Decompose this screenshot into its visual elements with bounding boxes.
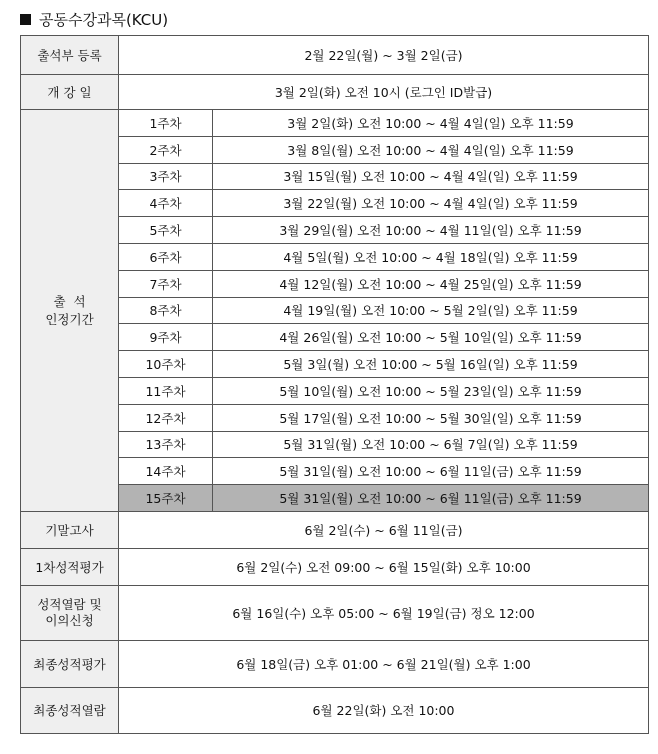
week-number: 11주차 <box>119 377 213 404</box>
opening-value: 3월 2일(화) 오전 10시 (로그인 ID발급) <box>119 75 649 110</box>
week-period: 4월 12일(월) 오전 10:00 ~ 4월 25일(일) 오후 11:59 <box>213 270 649 297</box>
week-period: 5월 3일(월) 오전 10:00 ~ 5월 16일(일) 오후 11:59 <box>213 351 649 378</box>
week-period: 5월 31일(월) 오전 10:00 ~ 6월 7일(일) 오후 11:59 <box>213 431 649 458</box>
week-period: 5월 31일(월) 오전 10:00 ~ 6월 11일(금) 오후 11:59 <box>213 458 649 485</box>
grade-view-objection-value: 6월 16일(수) 오후 05:00 ~ 6월 19일(금) 정오 12:00 <box>119 585 649 640</box>
week-number: 6주차 <box>119 243 213 270</box>
week-period: 4월 19일(월) 오전 10:00 ~ 5월 2일(일) 오후 11:59 <box>213 297 649 324</box>
row-opening <box>21 75 649 110</box>
row-grade-view-objection <box>21 585 649 640</box>
week-period: 5월 17일(월) 오전 10:00 ~ 5월 30일(일) 오후 11:59 <box>213 404 649 431</box>
grade-eval-1-value: 6월 2일(수) 오전 09:00 ~ 6월 15일(화) 오후 10:00 <box>119 548 649 585</box>
week-number: 14주차 <box>119 458 213 485</box>
week-number: 2주차 <box>119 136 213 163</box>
enrollment-label: 출석부 등록 <box>21 36 119 75</box>
week-number: 8주차 <box>119 297 213 324</box>
week-period: 4월 26일(월) 오전 10:00 ~ 5월 10일(일) 오후 11:59 <box>213 324 649 351</box>
week-period: 5월 31일(월) 오전 10:00 ~ 6월 11일(금) 오후 11:59 <box>213 485 649 512</box>
grade-eval-1-label: 1차성적평가 <box>21 548 119 585</box>
row-grade-view-final <box>21 687 649 733</box>
week-number: 15주차 <box>119 485 213 512</box>
week-number: 10주차 <box>119 351 213 378</box>
week-period: 5월 10일(월) 오전 10:00 ~ 5월 23일(일) 오후 11:59 <box>213 377 649 404</box>
grade-view-objection-label <box>21 585 119 640</box>
attendance-period-label <box>21 110 119 512</box>
grade-view-final-label: 최종성적열람 <box>21 687 119 733</box>
week-number: 7주차 <box>119 270 213 297</box>
week-number: 1주차 <box>119 110 213 137</box>
week-number: 3주차 <box>119 163 213 190</box>
row-grade-eval-1 <box>21 548 649 585</box>
attendance-label-line2: 인정기간 <box>45 312 94 328</box>
grade-eval-final-label: 최종성적평가 <box>21 640 119 687</box>
week-period: 3월 29일(월) 오전 10:00 ~ 4월 11일(일) 오후 11:59 <box>213 217 649 244</box>
week-number: 13주차 <box>119 431 213 458</box>
grade-eval-final-value: 6월 18일(금) 오후 01:00 ~ 6월 21일(월) 오후 1:00 <box>119 640 649 687</box>
grade-view-final-value: 6월 22일(화) 오전 10:00 <box>119 687 649 733</box>
week-period: 3월 8일(월) 오전 10:00 ~ 4월 4일(일) 오후 11:59 <box>213 136 649 163</box>
week-period: 3월 15일(월) 오전 10:00 ~ 4월 4일(일) 오후 11:59 <box>213 163 649 190</box>
week-period: 3월 2일(화) 오전 10:00 ~ 4월 4일(일) 오후 11:59 <box>213 110 649 137</box>
enrollment-value: 2월 22일(월) ~ 3월 2일(금) <box>119 36 649 75</box>
section-heading-text: 공동수강과목(KCU) <box>39 10 169 29</box>
attendance-label-line1: 출 석 <box>53 294 86 310</box>
week-number: 5주차 <box>119 217 213 244</box>
final-exam-value: 6월 2일(수) ~ 6월 11일(금) <box>119 511 649 548</box>
week-period: 3월 22일(월) 오전 10:00 ~ 4월 4일(일) 오후 11:59 <box>213 190 649 217</box>
week-number: 9주차 <box>119 324 213 351</box>
row-grade-eval-final <box>21 640 649 687</box>
final-exam-label: 기말고사 <box>21 511 119 548</box>
week-number: 4주차 <box>119 190 213 217</box>
week-number: 12주차 <box>119 404 213 431</box>
section-heading <box>20 8 168 30</box>
square-bullet-icon <box>20 14 31 25</box>
row-final-exam <box>21 511 649 548</box>
schedule-table <box>20 35 649 734</box>
grade-view-objection-label-line1: 성적열람 및 <box>37 596 102 612</box>
week-period: 4월 5일(월) 오전 10:00 ~ 4월 18일(일) 오후 11:59 <box>213 243 649 270</box>
opening-label: 개 강 일 <box>21 75 119 110</box>
attendance-week-row <box>21 110 649 137</box>
row-enrollment <box>21 36 649 75</box>
grade-view-objection-label-line2: 이의신청 <box>45 612 94 628</box>
